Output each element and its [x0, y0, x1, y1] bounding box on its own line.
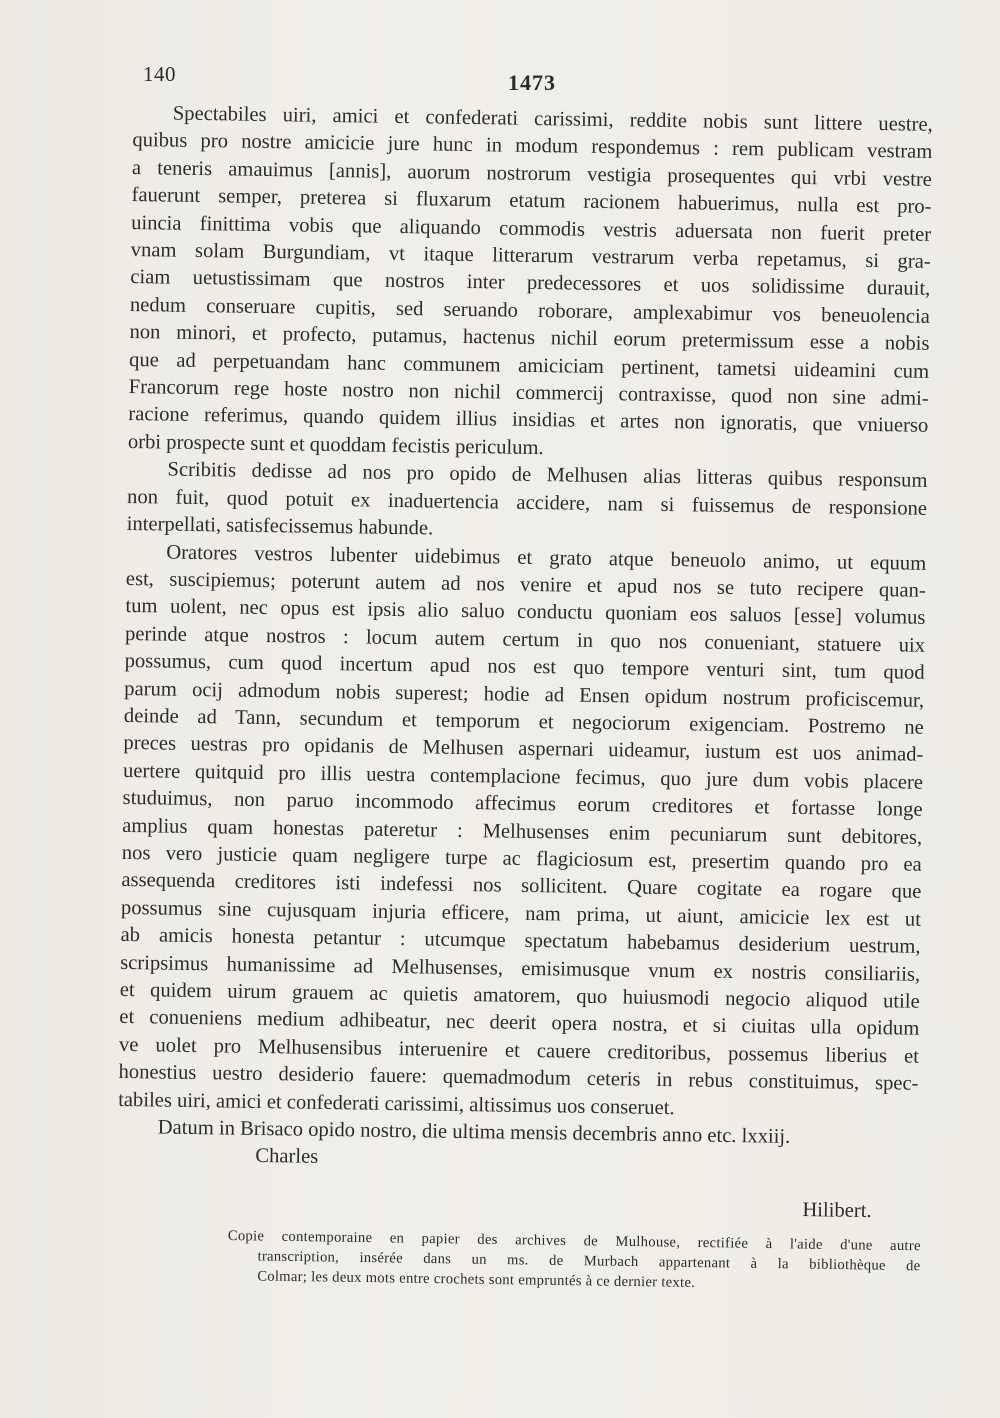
letter-body: [116, 100, 932, 1226]
text-line: deinde ad Tann, secundum et temporum et negociorum exigenciam. Postremo ne: [123, 704, 924, 739]
paragraph: [126, 456, 927, 550]
paragraph: [128, 100, 933, 468]
page-number: 140: [143, 62, 176, 86]
text-line: vnam solam Burgundiam, vt itaque litterarum vestrarum verba repetamus, si gra-: [130, 239, 931, 273]
note-line: transcription, insérée dans un ms. de Murbach appartenant à la bibliothèque de: [257, 1248, 921, 1275]
text-line: et conueniens medium adhibeatur, nec deerit opera nostra, et si ciuitas ulla opidum: [119, 1006, 920, 1041]
text-line: scripsimus humanissime ad Melhusenses, emisimusque vnum ex nostris consiliariis,: [120, 951, 921, 986]
text-line: ciam uetustissimam que nostros inter predecessores et uos solidissime durauit,: [130, 266, 931, 301]
text-line: uertere quitquid pro illis uestra contemplacione fecimus, quo jure dum vobis placere: [122, 759, 924, 794]
text-line: Spectabiles uiri, amici et confederati carissimi, reddite nobis sunt littere uestre,: [172, 102, 933, 136]
text-line: Scribitis dedisse ad nos pro opido de Melhusen alias litteras quibus responsum: [167, 458, 928, 493]
text-line: racione referimus, quando quidem illius insidias et artes non ignoratis, que vniuerso: [128, 403, 929, 438]
text-line: ve uolet pro Melhusensibus interuenire et cauere creditoribus, possemus liberius et: [118, 1033, 920, 1068]
text-line: est, suscipiemus; poterunt autem ad nos venire et apud nos se tuto recipere quan-: [125, 567, 926, 602]
document-year: 1473: [508, 70, 556, 95]
signature: Charles: [255, 1145, 319, 1169]
source-note: [227, 1226, 921, 1296]
text-line: Francorum rege hoste nostro non nichil commercij contraxisse, quod non sine admi-: [128, 376, 929, 410]
text-line: a teneris amauimus [annis], auorum nostrorum vestigia prosequentes qui vrbi vestre: [131, 156, 933, 191]
text-line: interpellati, satisfecissemus habunde.: [126, 513, 434, 540]
text-line: orbi prospecte sunt et quoddam fecistis periculum.: [127, 430, 544, 460]
text-line: studuimus, non paruo incommodo affecimus eorum creditores et fortasse longe: [122, 787, 923, 821]
text-line: perinde atque nostros : locum autem certum in quo nos conueniant, statuere uix: [124, 622, 926, 657]
text-line: non minori, et profecto, putamus, hactenus nichil eorum pretermissum esse a nobis: [129, 321, 930, 356]
letter-paragraphs: [118, 100, 933, 1126]
text-line: que ad perpetuandam hanc communem amiciciam pertinent, tametsi uideamini cum: [128, 348, 930, 383]
text-line: assequenda creditores isti indefessi nos sollicitent. Quare cogitate ea rogare que: [121, 869, 922, 904]
note-line: Colmar; les deux mots entre crochets sont empruntés à ce dernier texte.: [257, 1268, 696, 1291]
text-line: honestius uestro desiderio fauere: quemadmodum ceteris in rebus constituimus, spec-: [118, 1061, 919, 1095]
text-line: fauerunt semper, preterea si fluxarum etatum racionem habuerimus, nulla est pro-: [131, 184, 932, 219]
text-line: et quidem uirum grauem ac quietis amatorem, quo huiusmodi negocio aliquod utile: [119, 978, 920, 1013]
text-line: Oratores vestros lubenter uidebimus et grato atque beneuolo animo, ut equum: [166, 541, 927, 575]
text-line: uincia finittima vobis que aliquando commodis vestris aduersata non fuerit preter: [131, 211, 932, 246]
text-line: quibus pro nostre amicicie jure hunc in modum respondemus : rem publicam vestram: [132, 129, 933, 164]
datum-line: Datum in Brisaco opido nostro, die ultima mensis decembris anno etc. lxxiij.: [157, 1116, 791, 1148]
text-line: nos vero justicie quam negligere turpe ac flagiciosum est, presertim quando pro ea: [121, 841, 922, 876]
text-line: ab amicis honesta petantur : utcumque spectatum habebamus desiderium uestrum,: [120, 924, 921, 958]
text-line: tum uolent, nec opus est ipsis alio saluo conductu quoniam eos saluos [esse] volumus: [125, 595, 926, 630]
text-line: preces uestras pro opidanis de Melhusen aspernari uideamur, iustum est uos animad-: [123, 732, 924, 767]
text-line: non fuit, quod potuit ex inaduertencia accidere, nam si fuissemus de responsione: [126, 485, 928, 520]
note-line: Copie contemporaine en papier des archives de Mulhouse, rectifiée à l'aide d'une autre: [227, 1227, 921, 1255]
countersignature: Hilibert.: [802, 1198, 872, 1222]
text-line: tabiles uiri, amici et confederati carissimi, altissimus uos conseruet.: [118, 1088, 675, 1119]
text-line: amplius quam honestas pateretur : Melhusenses enim pecuniarum sunt debitores,: [122, 814, 923, 849]
text-line: nedum conseruare cupitis, sed seruando roborare, amplexabimur vos beneuolencia: [129, 293, 931, 328]
text-line: parum ocij admodum nobis superest; hodie ad Ensen opidum nostrum proficiscemur,: [124, 677, 925, 712]
text-line: possumus sine cujusquam injuria efficere, nam prima, ut aiunt, amicicie lex est ut: [120, 896, 922, 931]
paragraph: [118, 538, 926, 1125]
text-line: possumus, cum quod incertum apud nos est quo tempore venturi sint, tum quod: [124, 650, 925, 684]
